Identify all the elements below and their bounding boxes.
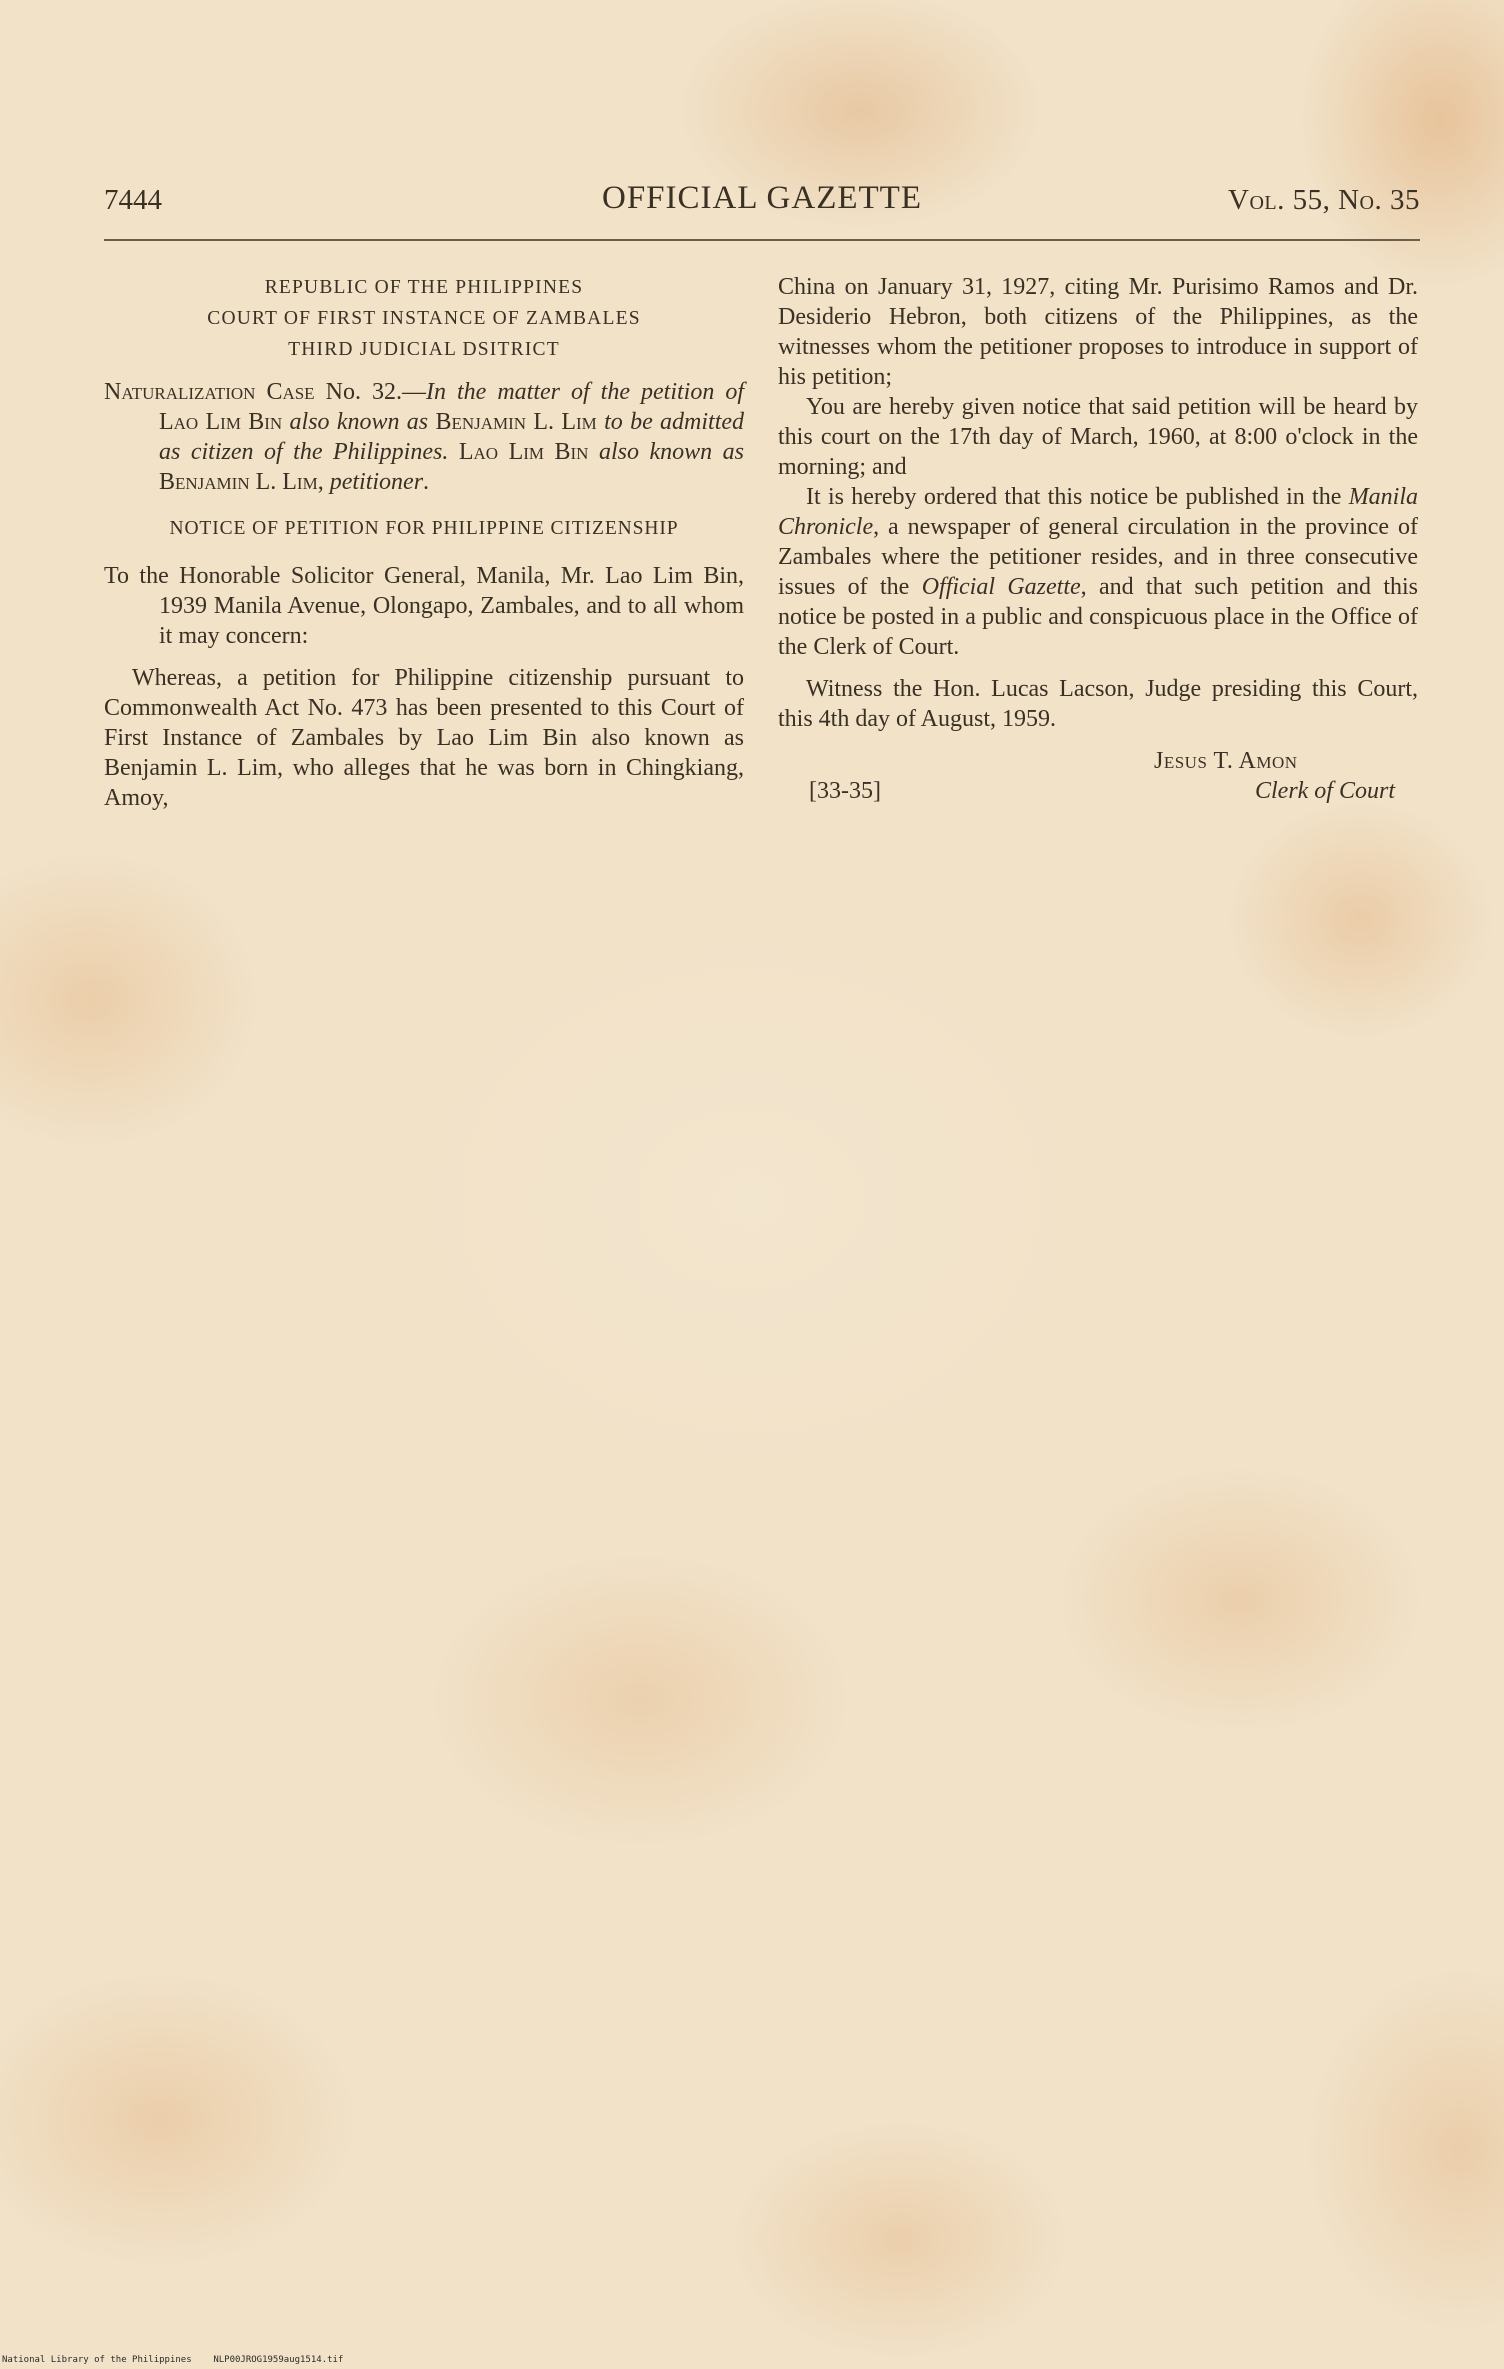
hearing-paragraph: You are hereby given notice that said petition will be heard by this court on the 17th day of March, 1960, at 8:00 o'clock in the morning; and [778, 394, 1418, 480]
petitioner-alias: Benjamin L. Lim [435, 409, 597, 435]
whereas-paragraph: Whereas, a petition for Philippine citizenship pursuant to Commonwealth Act No. 473 has been presented to this Court of First Instance of Zambales by Lao Lim Bin also known as Benjamin L. Lim, who alleges that he was born in Chingkiang, Amoy, [104, 665, 744, 811]
signature-row [778, 776, 1418, 806]
heading-line: COURT OF FIRST INSTANCE OF ZAMBALES [207, 308, 641, 329]
issue-reference: [33-35] [809, 778, 881, 804]
case-text: also known as [598, 439, 744, 465]
left-column [104, 272, 744, 813]
scan-footer: National Library of the Philippines NLP00JROG1959aug1514.tif [2, 2355, 344, 2365]
header-rule [104, 239, 1420, 241]
volume-issue: Vol. 55, No. 35 [1228, 184, 1420, 216]
court-heading [104, 272, 744, 365]
order-text: , a newspaper of general circulation in the province of Zambales where the petitioner resides, and in three consecutive issues of the [778, 514, 1418, 600]
newspaper-name: Manila Chronicle [778, 484, 1419, 540]
case-role: petitioner [329, 469, 424, 495]
petitioner-name: Lao Lim Bin [159, 409, 283, 435]
heading-line: THIRD JUDICIAL DSITRICT [288, 339, 560, 360]
signatory-title: Clerk of Court [1254, 778, 1395, 804]
petitioner-name: Lao Lim Bin [458, 439, 589, 465]
case-text: to be admitted as citizen of the Philippines. [159, 409, 745, 465]
right-column [778, 272, 1418, 806]
publication-order [778, 482, 1418, 662]
addressee: To the Honorable Solicitor General, Manila, Mr. Lao Lim Bin, 1939 Manila Avenue, Olongapo, Zambales, and to all whom it may concern: [104, 563, 744, 649]
order-text: , and that such petition and this notice be posted in a public and conspicuous place in the Office of the Clerk of Court. [778, 574, 1419, 660]
notice-title: NOTICE OF PETITION FOR PHILIPPINE CITIZENSHIP [169, 518, 679, 539]
continuation-paragraph: China on January 31, 1927, citing Mr. Purisimo Ramos and Dr. Desiderio Hebron, both citizens of the Philippines, as the witnesses whom the petitioner proposes to introduce in support of his petition; [778, 274, 1418, 390]
order-text: It is hereby ordered that this notice be published in the [806, 484, 1342, 510]
petitioner-alias: Benjamin L. Lim [159, 469, 318, 495]
case-caption: Naturalization Case No. 32.—In the matter of the petition of Lao Lim Bin also known as Benjamin L. Lim to be admitted as citizen of the Philippines. Lao Lim Bin also known as Benjamin L. Lim, petitioner. [104, 379, 745, 495]
case-number: No. 32.— [325, 379, 426, 405]
page-header [104, 180, 1420, 230]
heading-line: REPUBLIC OF THE PHILIPPINES [264, 277, 584, 298]
case-label: Naturalization Case [104, 379, 315, 405]
publication-title: OFFICIAL GAZETTE [602, 180, 922, 216]
signatory-name: Jesus T. Amon [1154, 748, 1298, 774]
witness-paragraph: Witness the Hon. Lucas Lacson, Judge presiding this Court, this 4th day of August, 1959. [778, 676, 1418, 732]
page-number: 7444 [104, 184, 162, 216]
case-text: In the matter of the petition of [425, 379, 745, 405]
case-text: also known as [289, 409, 429, 435]
gazette-name: Official Gazette [921, 574, 1081, 600]
